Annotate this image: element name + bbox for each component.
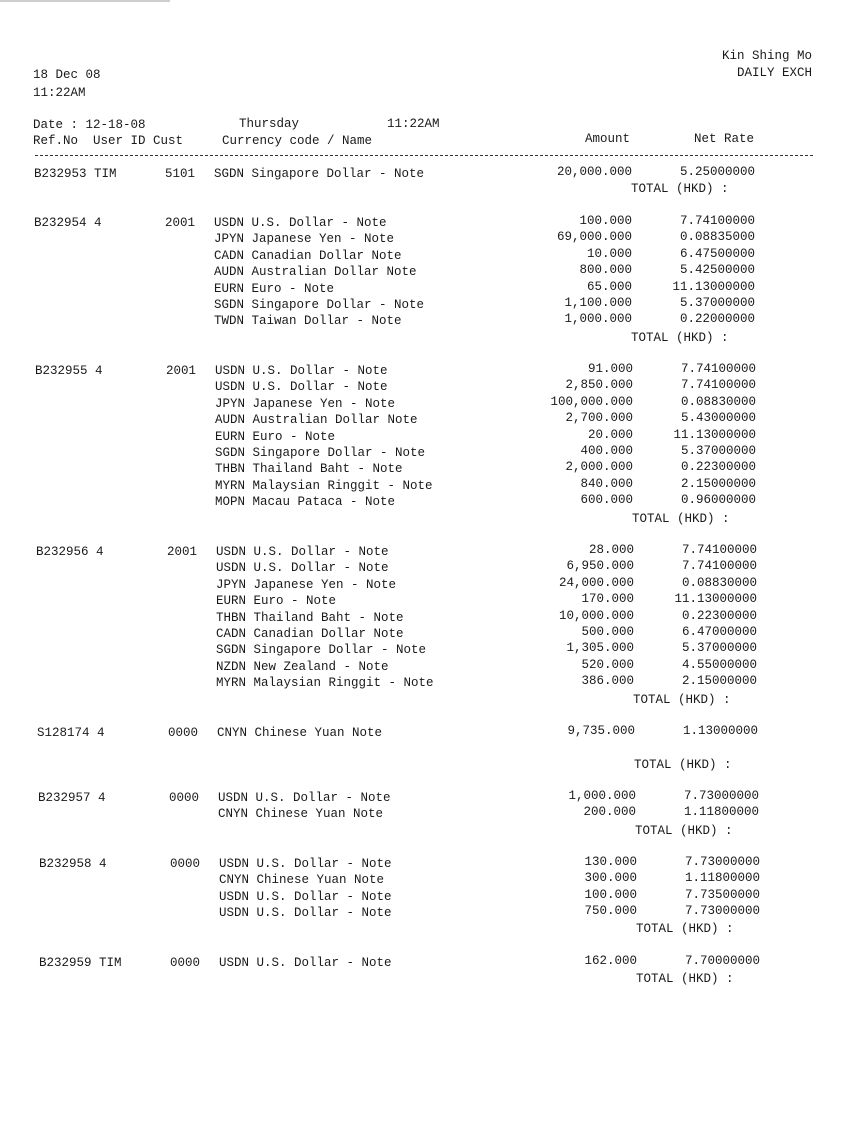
currency-line: AUDN Australian Dollar Note: [214, 265, 417, 280]
amount-value: 170.000: [581, 592, 634, 607]
rate-value: 5.25000000: [679, 165, 755, 179]
report-time: 11:22AM: [387, 117, 440, 131]
amount-value: 100.000: [579, 214, 632, 228]
header-divider: [35, 155, 813, 156]
amount-value: 20,000.000: [556, 165, 632, 179]
currency-line: SGDN Singapore Dollar - Note: [215, 446, 426, 460]
amount-value: 65.000: [586, 279, 632, 294]
rate-value: 7.74100000: [680, 362, 756, 376]
rate-value: 11.13000000: [672, 279, 755, 294]
total-label: TOTAL (HKD) :: [634, 758, 732, 772]
rate-value: 1.11800000: [684, 871, 760, 886]
currency-line: USDN U.S. Dollar - Note: [219, 857, 392, 871]
currency-line: THBN Thailand Baht - Note: [216, 610, 404, 625]
currency-line: MYRN Malaysian Ringgit - Note: [215, 478, 433, 493]
transaction-cust: 0000: [169, 791, 200, 805]
currency-line: USDN U.S. Dollar - Note: [219, 906, 392, 921]
currency-line: SGDN Singapore Dollar - Note: [214, 167, 425, 181]
total-label: TOTAL (HKD) :: [636, 972, 734, 986]
rate-value: 5.37000000: [680, 444, 756, 458]
transaction-cust: 2001: [167, 545, 198, 559]
amount-value: 1,100.000: [564, 296, 632, 310]
rate-value: 7.73000000: [684, 855, 760, 869]
rate-value: 7.73000000: [684, 904, 760, 919]
rate-value: 7.73500000: [684, 887, 760, 902]
rate-value: 2.15000000: [680, 476, 756, 491]
currency-line: USDN U.S. Dollar - Note: [215, 380, 388, 395]
amount-value: 20.000: [587, 427, 633, 442]
total-label: TOTAL (HKD) :: [635, 824, 733, 838]
currency-line: USDN U.S. Dollar - Note: [216, 545, 389, 559]
currency-line: USDN U.S. Dollar - Note: [219, 956, 392, 970]
amount-value: 1,305.000: [566, 641, 634, 656]
amount-value: 10,000.000: [558, 608, 634, 623]
rate-value: 0.08830000: [680, 394, 756, 409]
transaction-ref: B232958 4: [39, 857, 107, 871]
amount-value: 69,000.000: [556, 230, 632, 245]
rate-value: 1.13000000: [682, 724, 758, 738]
rate-value: 0.96000000: [680, 493, 756, 508]
amount-value: 9,735.000: [567, 724, 635, 738]
amount-value: 2,850.000: [565, 378, 633, 393]
amount-value: 840.000: [580, 476, 633, 491]
rate-value: 11.13000000: [674, 592, 757, 607]
currency-line: SGDN Singapore Dollar - Note: [214, 298, 425, 312]
currency-line: CADN Canadian Dollar Note: [216, 627, 404, 641]
report-name: DAILY EXCH: [736, 66, 812, 80]
currency-line: JPYN Japanese Yen - Note: [215, 396, 396, 411]
currency-line: JPYN Japanese Yen - Note: [216, 577, 397, 592]
rate-value: 2.15000000: [681, 674, 757, 689]
currency-line: EURN Euro - Note: [216, 594, 337, 609]
currency-line: USDN U.S. Dollar - Note: [216, 561, 389, 576]
col-header-amount: Amount: [584, 132, 630, 146]
currency-line: CADN Canadian Dollar Note: [214, 248, 402, 263]
amount-value: 2,000.000: [565, 460, 633, 475]
rate-value: 11.13000000: [673, 427, 756, 442]
currency-line: CNYN Chinese Yuan Note: [218, 807, 384, 822]
amount-value: 91.000: [587, 362, 633, 376]
transaction-cust: 0000: [170, 857, 201, 871]
currency-line: JPYN Japanese Yen - Note: [214, 232, 395, 247]
amount-value: 520.000: [581, 657, 634, 672]
rate-value: 4.55000000: [681, 657, 757, 672]
rate-value: 0.08835000: [679, 230, 755, 245]
rate-value: 7.70000000: [684, 954, 760, 968]
transaction-ref: S128174 4: [37, 726, 105, 740]
rate-value: 7.74100000: [681, 559, 757, 574]
rate-value: 6.47500000: [679, 246, 755, 261]
rate-value: 5.37000000: [679, 296, 755, 310]
total-label: TOTAL (HKD) :: [631, 331, 729, 345]
transaction-ref: B232956 4: [36, 545, 104, 559]
transaction-cust: 0000: [168, 726, 199, 740]
currency-line: CNYN Chinese Yuan Note: [219, 873, 385, 888]
currency-line: MYRN Malaysian Ringgit - Note: [216, 676, 434, 691]
amount-value: 28.000: [588, 543, 634, 557]
currency-line: USDN U.S. Dollar - Note: [218, 791, 391, 805]
total-label: TOTAL (HKD) :: [633, 693, 731, 707]
rate-value: 5.42500000: [679, 263, 755, 278]
transaction-ref: B232953 TIM: [34, 167, 117, 181]
rate-value: 6.47000000: [681, 625, 757, 639]
amount-value: 24,000.000: [558, 575, 634, 590]
amount-value: 162.000: [584, 954, 637, 968]
amount-value: 2,700.000: [565, 411, 633, 426]
amount-value: 750.000: [584, 904, 637, 919]
report-date: Date : 12-18-08: [33, 118, 146, 132]
amount-value: 386.000: [581, 674, 634, 689]
report-weekday: Thursday: [239, 117, 300, 131]
amount-value: 10.000: [586, 246, 632, 261]
total-label: TOTAL (HKD) :: [631, 182, 729, 196]
amount-value: 800.000: [579, 263, 632, 278]
currency-line: CNYN Chinese Yuan Note: [217, 726, 383, 740]
amount-value: 200.000: [583, 805, 636, 820]
currency-line: AUDN Australian Dollar Note: [215, 413, 418, 428]
transaction-cust: 2001: [166, 364, 197, 378]
amount-value: 1,000.000: [564, 312, 632, 327]
transaction-cust: 2001: [165, 216, 196, 230]
col-header-currency: Currency code / Name: [222, 134, 373, 148]
currency-line: EURN Euro - Note: [214, 281, 335, 296]
company-name: Kin Shing Mo: [721, 49, 812, 63]
currency-line: THBN Thailand Baht - Note: [215, 462, 403, 477]
col-header-ref: Ref.No User ID Cust: [33, 134, 184, 148]
total-label: TOTAL (HKD) :: [632, 512, 730, 526]
currency-line: MOPN Macau Pataca - Note: [215, 495, 396, 510]
col-header-rate: Net Rate: [693, 132, 754, 146]
amount-value: 400.000: [580, 444, 633, 458]
currency-line: NZDN New Zealand - Note: [216, 659, 389, 674]
amount-value: 100,000.000: [550, 394, 633, 409]
rate-value: 5.37000000: [681, 641, 757, 656]
currency-line: EURN Euro - Note: [215, 429, 336, 444]
print-time: 11:22AM: [33, 86, 86, 100]
transaction-ref: B232954 4: [34, 216, 102, 230]
amount-value: 130.000: [584, 855, 637, 869]
rate-value: 7.73000000: [683, 789, 759, 803]
currency-line: USDN U.S. Dollar - Note: [215, 364, 388, 378]
rate-value: 5.43000000: [680, 411, 756, 426]
amount-value: 6,950.000: [566, 559, 634, 574]
amount-value: 100.000: [584, 887, 637, 902]
amount-value: 300.000: [584, 871, 637, 886]
amount-value: 600.000: [580, 493, 633, 508]
currency-line: SGDN Singapore Dollar - Note: [216, 643, 427, 658]
currency-line: TWDN Taiwan Dollar - Note: [214, 314, 402, 329]
total-label: TOTAL (HKD) :: [636, 922, 734, 936]
currency-line: USDN U.S. Dollar - Note: [214, 216, 387, 230]
rate-value: 7.74100000: [679, 214, 755, 228]
currency-line: USDN U.S. Dollar - Note: [219, 889, 392, 904]
rate-value: 0.22000000: [679, 312, 755, 327]
rate-value: 0.22300000: [681, 608, 757, 623]
rate-value: 7.74100000: [680, 378, 756, 393]
transaction-ref: B232959 TIM: [39, 956, 122, 970]
amount-value: 500.000: [581, 625, 634, 639]
amount-value: 1,000.000: [568, 789, 636, 803]
rate-value: 1.11800000: [683, 805, 759, 820]
rate-value: 0.08830000: [681, 575, 757, 590]
print-date: 18 Dec 08: [33, 68, 101, 82]
transaction-ref: B232957 4: [38, 791, 106, 805]
transaction-cust: 5101: [165, 167, 196, 181]
scan-edge: [0, 0, 170, 2]
rate-value: 0.22300000: [680, 460, 756, 475]
rate-value: 7.74100000: [681, 543, 757, 557]
transaction-ref: B232955 4: [35, 364, 103, 378]
transaction-cust: 0000: [170, 956, 201, 970]
